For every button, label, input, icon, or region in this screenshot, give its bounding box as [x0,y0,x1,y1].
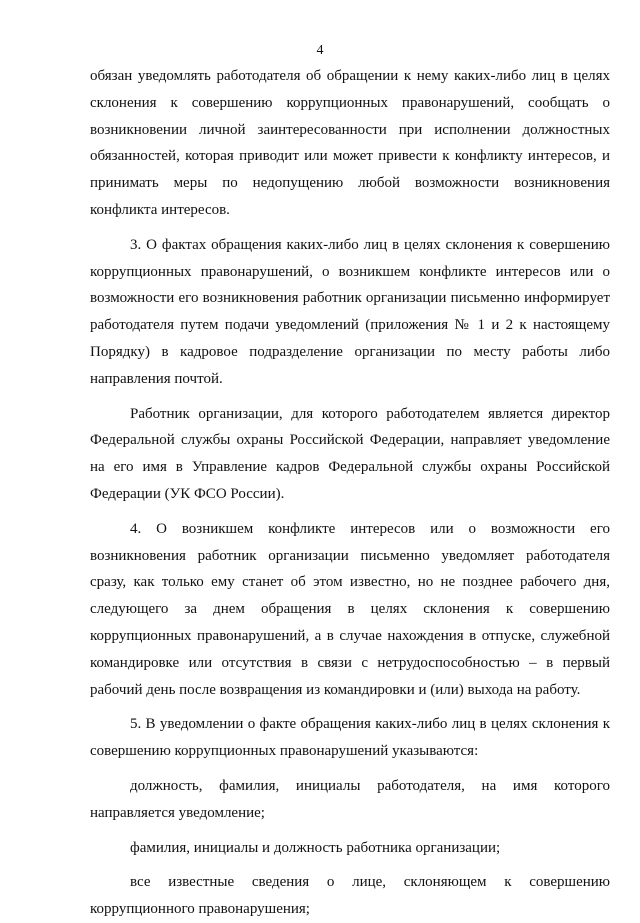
paragraph-item-3: 3. О фактах обращения каких-либо лиц в целях склонения к совершению коррупционных правонарушений, о возникшем конфликте интересов или о возможности его возникновения работник организации письменно информирует работодателя путем подачи уведомлений (приложения № 1 и 2 к настоящему Порядку) в кадровое подразделение организации по месту работы либо направления почтой. [90,236,610,387]
list-item-person-info: все известные сведения о лице, склоняющем к совершению коррупционного правонарушения; [90,874,610,918]
list-item-employee: фамилия, инициалы и должность работника организации; [130,839,501,856]
list-item-position: должность, фамилия, инициалы работодателя, на имя которого направляется уведомление; [90,777,610,821]
paragraph-continuation: обязан уведомлять работодателя об обращении к нему каких-либо лиц в целях склонения к совершению коррупционных правонарушений, сообщать о возникновении личной заинтересованности при исполнении должностных обязанностей, которая приводит или может привести к конфликту интересов, и принимать меры по недопущению любой возможности возникновения конфликта интересов. [90,68,610,218]
document-body [90,63,610,923]
paragraph-item-5: 5. В уведомлении о факте обращения каких-либо лиц в целях склонения к совершению коррупционных правонарушений указываются: [90,716,610,760]
paragraph-item-4: 4. О возникшем конфликте интересов или о возможности его возникновения работник организации письменно уведомляет работодателя сразу, как только ему станет об этом известно, но не позднее рабочего дня, следующего за днем обращения в целях склонения к совершению коррупционных правонарушений, а в случае нахождения в отпуске, служебной командировке или отсутствия в связи с нетрудоспособностью – в первый рабочий день после возвращения из командировки и (или) выхода на работу. [90,520,610,698]
page-number: 4 [316,43,324,58]
paragraph-director-notice: Работник организации, для которого работодателем является директор Федеральной службы охраны Российской Федерации, направляет уведомление на его имя в Управление кадров Федеральной службы охраны Российской Федерации (УК ФСО России). [90,405,610,502]
